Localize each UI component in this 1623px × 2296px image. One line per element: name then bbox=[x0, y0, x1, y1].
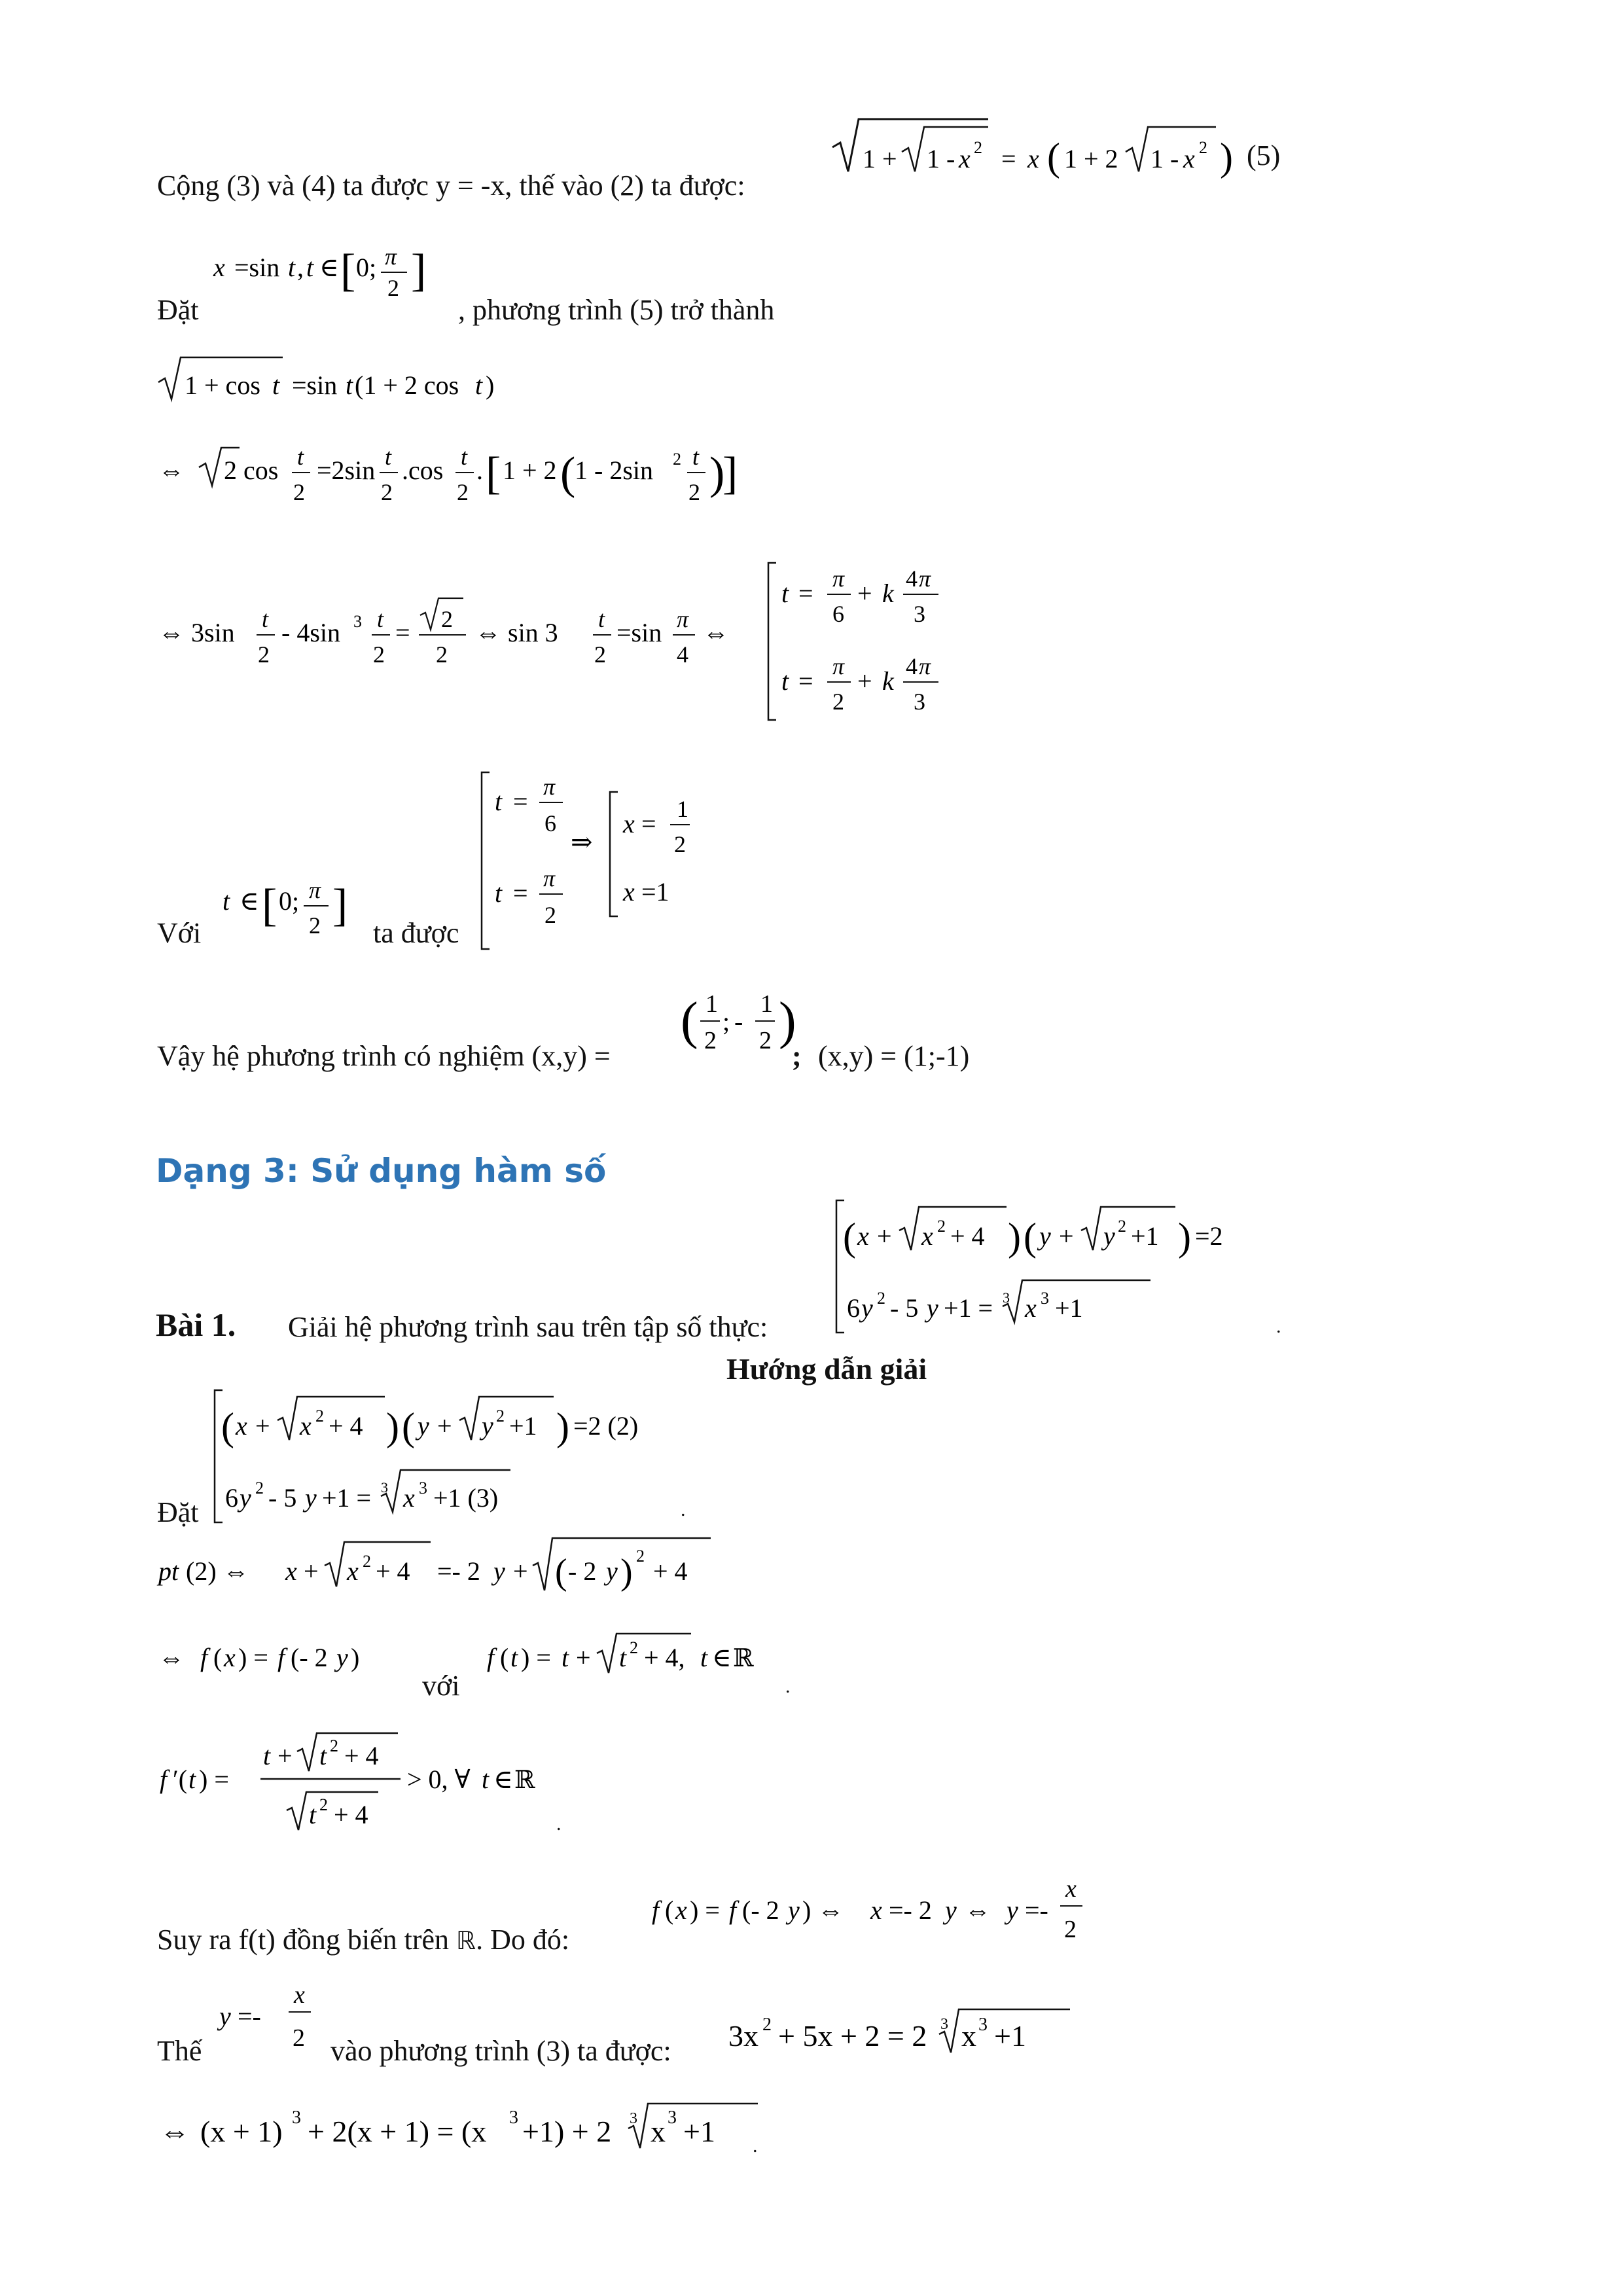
svg-text:(1 + 2 cos: (1 + 2 cos bbox=[355, 370, 459, 400]
svg-text:2: 2 bbox=[636, 1547, 645, 1566]
svg-text:2 cos: 2 cos bbox=[224, 456, 279, 485]
svg-text:⇔: ⇔ bbox=[965, 1895, 991, 1925]
svg-text:x: x bbox=[294, 1983, 305, 2009]
svg-text:3x: 3x bbox=[728, 2019, 758, 2053]
svg-text:(: ( bbox=[402, 1405, 415, 1448]
svg-text:1: 1 bbox=[677, 796, 688, 822]
svg-text:2: 2 bbox=[544, 902, 556, 928]
svg-text:2: 2 bbox=[381, 479, 393, 505]
svg-text:t: t bbox=[700, 1643, 708, 1672]
svg-text:4: 4 bbox=[677, 641, 688, 668]
svg-text:2: 2 bbox=[1199, 138, 1207, 157]
svg-text:) =: ) = bbox=[690, 1895, 720, 1925]
svg-text:[: [ bbox=[486, 448, 501, 499]
svg-text:t: t bbox=[781, 579, 789, 608]
line-text: Với bbox=[157, 917, 202, 949]
svg-text:∈: ∈ bbox=[493, 1765, 513, 1794]
svg-text:+: + bbox=[304, 1556, 319, 1586]
equation-solutions-t bbox=[216, 753, 805, 956]
svg-text:y: y bbox=[606, 1556, 618, 1586]
svg-text:ℝ: ℝ bbox=[514, 1767, 535, 1794]
real-set-symbol: ℝ bbox=[456, 1926, 476, 1955]
svg-text:2: 2 bbox=[457, 479, 469, 505]
svg-text:): ) bbox=[351, 1643, 360, 1672]
svg-text:⇒: ⇒ bbox=[571, 827, 593, 857]
svg-text:∈: ∈ bbox=[240, 886, 259, 916]
svg-text:+ 4: + 4 bbox=[344, 1741, 379, 1770]
equation-triple-angle bbox=[156, 550, 1007, 733]
svg-text:k: k bbox=[882, 666, 894, 696]
svg-text:[: [ bbox=[262, 880, 277, 931]
svg-text:2: 2 bbox=[762, 2015, 772, 2035]
svg-text:1 + cos: 1 + cos bbox=[185, 370, 260, 400]
svg-text:f: f bbox=[277, 1643, 285, 1672]
svg-text:6: 6 bbox=[847, 1293, 860, 1323]
svg-text:2: 2 bbox=[441, 606, 453, 632]
svg-text:t: t bbox=[495, 787, 503, 816]
svg-text:+ 4: + 4 bbox=[334, 1800, 368, 1829]
svg-text:2: 2 bbox=[688, 479, 700, 505]
svg-text:): ) bbox=[620, 1552, 633, 1592]
svg-text:=2sin: =2sin bbox=[317, 456, 376, 485]
svg-text:(: ( bbox=[213, 1643, 223, 1672]
period-mark: . bbox=[753, 2135, 758, 2157]
equation-f-equal bbox=[156, 1630, 431, 1682]
svg-text:∈: ∈ bbox=[712, 1643, 732, 1672]
svg-text:f: f bbox=[160, 1765, 168, 1794]
svg-text:t: t bbox=[482, 1765, 490, 1794]
svg-text:2: 2 bbox=[877, 1289, 885, 1308]
period-mark: . bbox=[785, 1676, 791, 1697]
svg-text:1: 1 bbox=[705, 990, 718, 1018]
svg-text:- 5: - 5 bbox=[268, 1483, 297, 1513]
substitution-y bbox=[213, 1983, 330, 2068]
svg-text:2: 2 bbox=[319, 1795, 328, 1814]
svg-text:2: 2 bbox=[387, 275, 399, 301]
svg-text:x: x bbox=[870, 1895, 882, 1925]
line-text: Thế bbox=[157, 2035, 202, 2067]
period-mark: . bbox=[681, 1499, 686, 1520]
svg-text:x: x bbox=[403, 1483, 415, 1513]
svg-text:6: 6 bbox=[225, 1483, 238, 1513]
svg-text:0;: 0; bbox=[279, 886, 300, 916]
svg-text:=-: =- bbox=[1025, 1895, 1048, 1925]
svg-text:x: x bbox=[236, 1411, 247, 1441]
svg-text:): ) bbox=[1220, 135, 1233, 179]
svg-text:π: π bbox=[543, 865, 556, 891]
line-text: Cộng (3) và (4) ta được y = -x, thế vào (2) ta được: bbox=[157, 170, 745, 202]
svg-text:+: + bbox=[437, 1411, 452, 1441]
svg-text:x: x bbox=[1183, 144, 1195, 173]
svg-text:(: ( bbox=[843, 1215, 856, 1259]
svg-text:2: 2 bbox=[630, 1638, 638, 1657]
svg-text:,: , bbox=[297, 253, 304, 282]
svg-text:6: 6 bbox=[544, 810, 556, 836]
function-definition bbox=[484, 1630, 812, 1682]
svg-text:t: t bbox=[297, 444, 304, 470]
svg-text:⇔: ⇔ bbox=[158, 1643, 185, 1672]
svg-text:+1 (3): +1 (3) bbox=[433, 1483, 499, 1513]
svg-text:x: x bbox=[857, 1221, 869, 1251]
svg-text:y: y bbox=[418, 1411, 429, 1441]
svg-text:.cos: .cos bbox=[402, 456, 444, 485]
svg-text:1 + 2: 1 + 2 bbox=[503, 456, 557, 485]
svg-text:2: 2 bbox=[436, 641, 448, 668]
svg-text:2: 2 bbox=[363, 1552, 371, 1571]
svg-text:=- 2: =- 2 bbox=[889, 1895, 932, 1925]
guide-heading: Hướng dẫn giải bbox=[726, 1352, 927, 1386]
svg-text:ℝ: ℝ bbox=[733, 1645, 754, 1672]
svg-text:x: x bbox=[959, 144, 971, 173]
svg-text:3: 3 bbox=[419, 1479, 427, 1498]
svg-text:2: 2 bbox=[255, 1479, 264, 1498]
svg-text:) =: ) = bbox=[521, 1643, 551, 1672]
svg-text:2: 2 bbox=[759, 1027, 772, 1054]
svg-text:=1: =1 bbox=[641, 877, 669, 906]
svg-text:f: f bbox=[652, 1895, 660, 1925]
svg-text:2: 2 bbox=[293, 2024, 305, 2052]
svg-text:=: = bbox=[1001, 144, 1016, 173]
svg-text:(- 2: (- 2 bbox=[291, 1643, 328, 1672]
svg-text:(x + 1): (x + 1) bbox=[200, 2115, 283, 2148]
svg-text:f: f bbox=[200, 1643, 208, 1672]
svg-text:): ) bbox=[386, 1405, 399, 1448]
svg-text:3: 3 bbox=[381, 1479, 388, 1496]
svg-text:=sin: =sin bbox=[616, 618, 662, 647]
svg-text:) ⇔: ) ⇔ bbox=[802, 1895, 844, 1925]
svg-text:1 -: 1 - bbox=[927, 144, 955, 173]
svg-text:(: ( bbox=[665, 1895, 674, 1925]
suy-ra-tail: . Do đó: bbox=[476, 1924, 570, 1956]
line-text: Đặt bbox=[157, 1496, 199, 1528]
svg-text:y: y bbox=[927, 1293, 938, 1323]
svg-text:.: . bbox=[476, 456, 483, 485]
svg-text:+: + bbox=[857, 666, 872, 696]
svg-text:t: t bbox=[781, 666, 789, 696]
svg-text:+1: +1 bbox=[509, 1411, 537, 1441]
svg-text:=sin: =sin bbox=[234, 253, 280, 282]
svg-text:t: t bbox=[385, 444, 392, 470]
separator: ; bbox=[792, 1040, 802, 1072]
svg-text:=-: =- bbox=[238, 2001, 261, 2031]
line-text bbox=[157, 1923, 569, 1956]
svg-text:3: 3 bbox=[1003, 1289, 1010, 1306]
svg-text:(: ( bbox=[555, 1552, 567, 1592]
svg-text:=: = bbox=[395, 618, 410, 647]
svg-text:): ) bbox=[556, 1405, 569, 1448]
svg-text:=: = bbox=[641, 809, 656, 838]
svg-text:3: 3 bbox=[353, 612, 362, 631]
svg-text:x: x bbox=[300, 1411, 312, 1441]
svg-text:f: f bbox=[729, 1895, 737, 1925]
svg-text:(2) ⇔: (2) ⇔ bbox=[186, 1556, 249, 1586]
svg-text:x: x bbox=[1027, 144, 1039, 173]
conclusion-text: Vậy hệ phương trình có nghiệm (x,y) = bbox=[157, 1040, 611, 1072]
svg-text:y: y bbox=[945, 1895, 957, 1925]
svg-text:3: 3 bbox=[630, 2110, 637, 2127]
svg-text:3: 3 bbox=[509, 2108, 518, 2128]
svg-text:+ 4: + 4 bbox=[653, 1556, 688, 1586]
svg-text:+: + bbox=[877, 1221, 892, 1251]
svg-text:+: + bbox=[857, 579, 872, 608]
svg-text:+1 =: +1 = bbox=[944, 1293, 993, 1323]
svg-text:- 5: - 5 bbox=[890, 1293, 919, 1323]
svg-text:1 -: 1 - bbox=[1150, 144, 1179, 173]
svg-text:- 4sin: - 4sin bbox=[281, 618, 340, 647]
line-text: , phương trình (5) trở thành bbox=[458, 294, 775, 326]
svg-text:- 2: - 2 bbox=[568, 1556, 597, 1586]
svg-text:=: = bbox=[798, 666, 813, 696]
svg-text:+ 4: + 4 bbox=[950, 1221, 985, 1251]
svg-text:+ 5x + 2 = 2: + 5x + 2 = 2 bbox=[778, 2019, 927, 2053]
svg-text:+1: +1 bbox=[994, 2019, 1026, 2053]
svg-text:(- 2: (- 2 bbox=[742, 1895, 779, 1925]
svg-text:′(: ′( bbox=[173, 1765, 188, 1794]
svg-text:=- 2: =- 2 bbox=[437, 1556, 480, 1586]
svg-text:2: 2 bbox=[974, 138, 982, 157]
equation-number: (5) bbox=[1247, 139, 1281, 171]
svg-text:2: 2 bbox=[1064, 1916, 1077, 1943]
svg-text:t: t bbox=[319, 1741, 327, 1770]
svg-text:t: t bbox=[306, 253, 314, 282]
svg-text:(: ( bbox=[681, 992, 698, 1050]
svg-text:+1: +1 bbox=[683, 2115, 715, 2148]
line-text: ta được bbox=[373, 917, 459, 949]
svg-text:π: π bbox=[919, 565, 931, 592]
svg-text:y: y bbox=[861, 1293, 873, 1323]
exercise-label: Bài 1. bbox=[156, 1306, 236, 1343]
svg-text:6: 6 bbox=[832, 601, 844, 627]
svg-text:+ 4: + 4 bbox=[376, 1556, 410, 1586]
svg-text:3: 3 bbox=[914, 601, 925, 627]
svg-text:t: t bbox=[495, 878, 503, 908]
svg-text:pt: pt bbox=[158, 1556, 179, 1586]
suy-ra-text: Suy ra f(t) đồng biến trên bbox=[157, 1924, 449, 1956]
svg-text:t: t bbox=[692, 444, 700, 470]
svg-text:x: x bbox=[224, 1643, 236, 1672]
svg-text:): ) bbox=[486, 370, 495, 400]
svg-text:+1: +1 bbox=[1055, 1293, 1083, 1323]
svg-text:2: 2 bbox=[594, 641, 606, 668]
svg-text:;: ; bbox=[722, 1007, 730, 1036]
svg-text:2: 2 bbox=[309, 912, 321, 939]
svg-text:=: = bbox=[513, 878, 528, 908]
svg-text:0;: 0; bbox=[356, 253, 377, 282]
svg-text:y: y bbox=[493, 1556, 505, 1586]
svg-text:1 + 2: 1 + 2 bbox=[1064, 144, 1118, 173]
system-labeled bbox=[209, 1381, 720, 1532]
svg-text:2: 2 bbox=[937, 1217, 946, 1236]
svg-text:k: k bbox=[882, 579, 894, 608]
svg-text:2: 2 bbox=[673, 450, 681, 469]
svg-text:y: y bbox=[219, 2001, 231, 2031]
svg-text:x: x bbox=[347, 1556, 359, 1586]
svg-text:t: t bbox=[598, 606, 605, 632]
svg-text:π: π bbox=[832, 565, 845, 592]
svg-text:]: ] bbox=[722, 448, 738, 499]
svg-text:4: 4 bbox=[906, 565, 918, 592]
svg-text:π: π bbox=[309, 877, 321, 903]
svg-text:=sin: =sin bbox=[292, 370, 338, 400]
svg-text:2: 2 bbox=[293, 479, 305, 505]
svg-text:t: t bbox=[288, 253, 296, 282]
svg-text:⇔ sin 3: ⇔ sin 3 bbox=[475, 618, 558, 647]
svg-text:2: 2 bbox=[1118, 1217, 1126, 1236]
final-equation bbox=[156, 2094, 784, 2160]
svg-text:t: t bbox=[263, 1741, 271, 1770]
svg-text:2: 2 bbox=[330, 1736, 338, 1755]
conclusion-equation bbox=[648, 1865, 1171, 1964]
svg-text:x: x bbox=[1025, 1293, 1037, 1323]
svg-text:⇔ 3sin: ⇔ 3sin bbox=[158, 618, 235, 647]
svg-text:t: t bbox=[309, 1800, 317, 1829]
equation-cos bbox=[156, 353, 548, 406]
equation-pt2 bbox=[156, 1532, 745, 1604]
svg-text:t: t bbox=[475, 370, 483, 400]
svg-text:): ) bbox=[709, 448, 725, 499]
svg-text:]: ] bbox=[411, 245, 427, 296]
svg-text:x: x bbox=[921, 1221, 933, 1251]
svg-text:1 - 2sin: 1 - 2sin bbox=[575, 456, 653, 485]
svg-text:t: t bbox=[377, 606, 384, 632]
line-text: với bbox=[422, 1670, 460, 1702]
svg-text:): ) bbox=[779, 992, 796, 1050]
period-mark: . bbox=[1276, 1316, 1281, 1337]
substitution-equation bbox=[209, 236, 484, 321]
svg-text:+: + bbox=[1059, 1221, 1074, 1251]
svg-text:2: 2 bbox=[373, 641, 385, 668]
section-heading: Dạng 3: Sử dụng hàm số bbox=[156, 1152, 607, 1190]
exercise-text: Giải hệ phương trình sau trên tập số thực: bbox=[288, 1311, 768, 1343]
svg-text:2: 2 bbox=[674, 831, 686, 857]
svg-text:+1 =: +1 = bbox=[322, 1483, 372, 1513]
svg-text:3: 3 bbox=[940, 2016, 948, 2033]
svg-text:y: y bbox=[1007, 1895, 1018, 1925]
svg-text:2: 2 bbox=[258, 641, 270, 668]
svg-text:2: 2 bbox=[496, 1407, 505, 1426]
svg-text:π: π bbox=[677, 606, 689, 632]
svg-text:+1: +1 bbox=[1131, 1221, 1159, 1251]
svg-text:+: + bbox=[576, 1643, 591, 1672]
svg-text:t: t bbox=[272, 370, 280, 400]
line-text: Đặt bbox=[157, 294, 199, 326]
svg-text:4: 4 bbox=[906, 653, 918, 679]
svg-text:(: ( bbox=[221, 1405, 234, 1448]
svg-text:f: f bbox=[487, 1643, 495, 1672]
svg-text:t: t bbox=[223, 886, 230, 916]
svg-text:=: = bbox=[513, 787, 528, 816]
svg-text:3: 3 bbox=[292, 2108, 301, 2128]
svg-text:y: y bbox=[305, 1483, 317, 1513]
svg-text:=: = bbox=[798, 579, 813, 608]
line-text: vào phương trình (3) ta được: bbox=[330, 2035, 671, 2067]
svg-text:x: x bbox=[213, 253, 225, 282]
svg-text:) =: ) = bbox=[199, 1765, 229, 1794]
svg-text:x: x bbox=[623, 809, 635, 838]
svg-text:=2: =2 bbox=[1195, 1221, 1223, 1251]
svg-text:x: x bbox=[623, 877, 635, 906]
svg-text:⇔: ⇔ bbox=[703, 618, 729, 647]
cubic-equation bbox=[723, 2003, 1090, 2062]
svg-text:t: t bbox=[188, 1765, 196, 1794]
svg-text:+1) + 2: +1) + 2 bbox=[522, 2115, 612, 2148]
svg-text:π: π bbox=[919, 653, 931, 679]
exercise-system bbox=[831, 1191, 1302, 1342]
svg-text:(: ( bbox=[560, 448, 576, 499]
svg-text:x: x bbox=[1065, 1875, 1077, 1903]
equation-half-angle bbox=[156, 432, 810, 524]
svg-text:) =: ) = bbox=[238, 1643, 268, 1672]
svg-text:x: x bbox=[651, 2115, 666, 2148]
svg-text:⇔: ⇔ bbox=[158, 456, 185, 485]
svg-text:x: x bbox=[675, 1895, 687, 1925]
svg-text:): ) bbox=[1178, 1215, 1191, 1259]
svg-text:2: 2 bbox=[832, 689, 844, 715]
svg-text:2: 2 bbox=[704, 1027, 717, 1054]
svg-text:+: + bbox=[513, 1556, 528, 1586]
svg-text:+: + bbox=[255, 1411, 270, 1441]
svg-text:> 0, ∀: > 0, ∀ bbox=[407, 1765, 471, 1794]
svg-text:+: + bbox=[277, 1741, 293, 1770]
svg-text:(: ( bbox=[1024, 1215, 1037, 1259]
derivative-equation bbox=[156, 1728, 614, 1846]
svg-text:y: y bbox=[336, 1643, 348, 1672]
svg-text:+ 2(x + 1) = (x: + 2(x + 1) = (x bbox=[308, 2115, 487, 2148]
svg-text:y: y bbox=[788, 1895, 800, 1925]
svg-text:⇔: ⇔ bbox=[160, 2115, 190, 2148]
svg-text:3: 3 bbox=[978, 2015, 988, 2035]
svg-text:x: x bbox=[285, 1556, 297, 1586]
svg-text:y: y bbox=[1103, 1221, 1115, 1251]
svg-text:(: ( bbox=[1047, 135, 1060, 179]
svg-text:t: t bbox=[461, 444, 468, 470]
svg-text:π: π bbox=[543, 774, 556, 800]
conclusion-text: (x,y) = (1;-1) bbox=[818, 1040, 970, 1072]
svg-text:∈: ∈ bbox=[319, 253, 339, 282]
svg-text:t: t bbox=[510, 1643, 518, 1672]
period-mark: . bbox=[556, 1813, 562, 1835]
svg-text:+ 4,: + 4, bbox=[644, 1643, 685, 1672]
svg-text:t: t bbox=[619, 1643, 627, 1672]
svg-text:1 +: 1 + bbox=[863, 144, 897, 173]
svg-text:t: t bbox=[262, 606, 269, 632]
svg-text:3: 3 bbox=[914, 689, 925, 715]
svg-text:[: [ bbox=[340, 245, 356, 296]
svg-text:y: y bbox=[1039, 1221, 1051, 1251]
svg-text:2: 2 bbox=[315, 1407, 324, 1426]
svg-text:y: y bbox=[240, 1483, 251, 1513]
svg-text:y: y bbox=[482, 1411, 493, 1441]
svg-text:x: x bbox=[961, 2019, 976, 2053]
svg-text:+ 4: + 4 bbox=[329, 1411, 363, 1441]
svg-text:3: 3 bbox=[668, 2108, 677, 2128]
svg-text:=2 (2): =2 (2) bbox=[573, 1411, 639, 1441]
svg-text:): ) bbox=[1008, 1215, 1021, 1259]
svg-text:(: ( bbox=[500, 1643, 509, 1672]
svg-text:]: ] bbox=[332, 880, 348, 931]
svg-text:t: t bbox=[562, 1643, 569, 1672]
svg-text:3: 3 bbox=[1041, 1289, 1049, 1308]
svg-text:t: t bbox=[346, 370, 353, 400]
svg-text:π: π bbox=[385, 243, 397, 270]
svg-text:π: π bbox=[832, 653, 845, 679]
svg-text:1: 1 bbox=[760, 990, 773, 1018]
svg-text:-: - bbox=[734, 1007, 743, 1036]
